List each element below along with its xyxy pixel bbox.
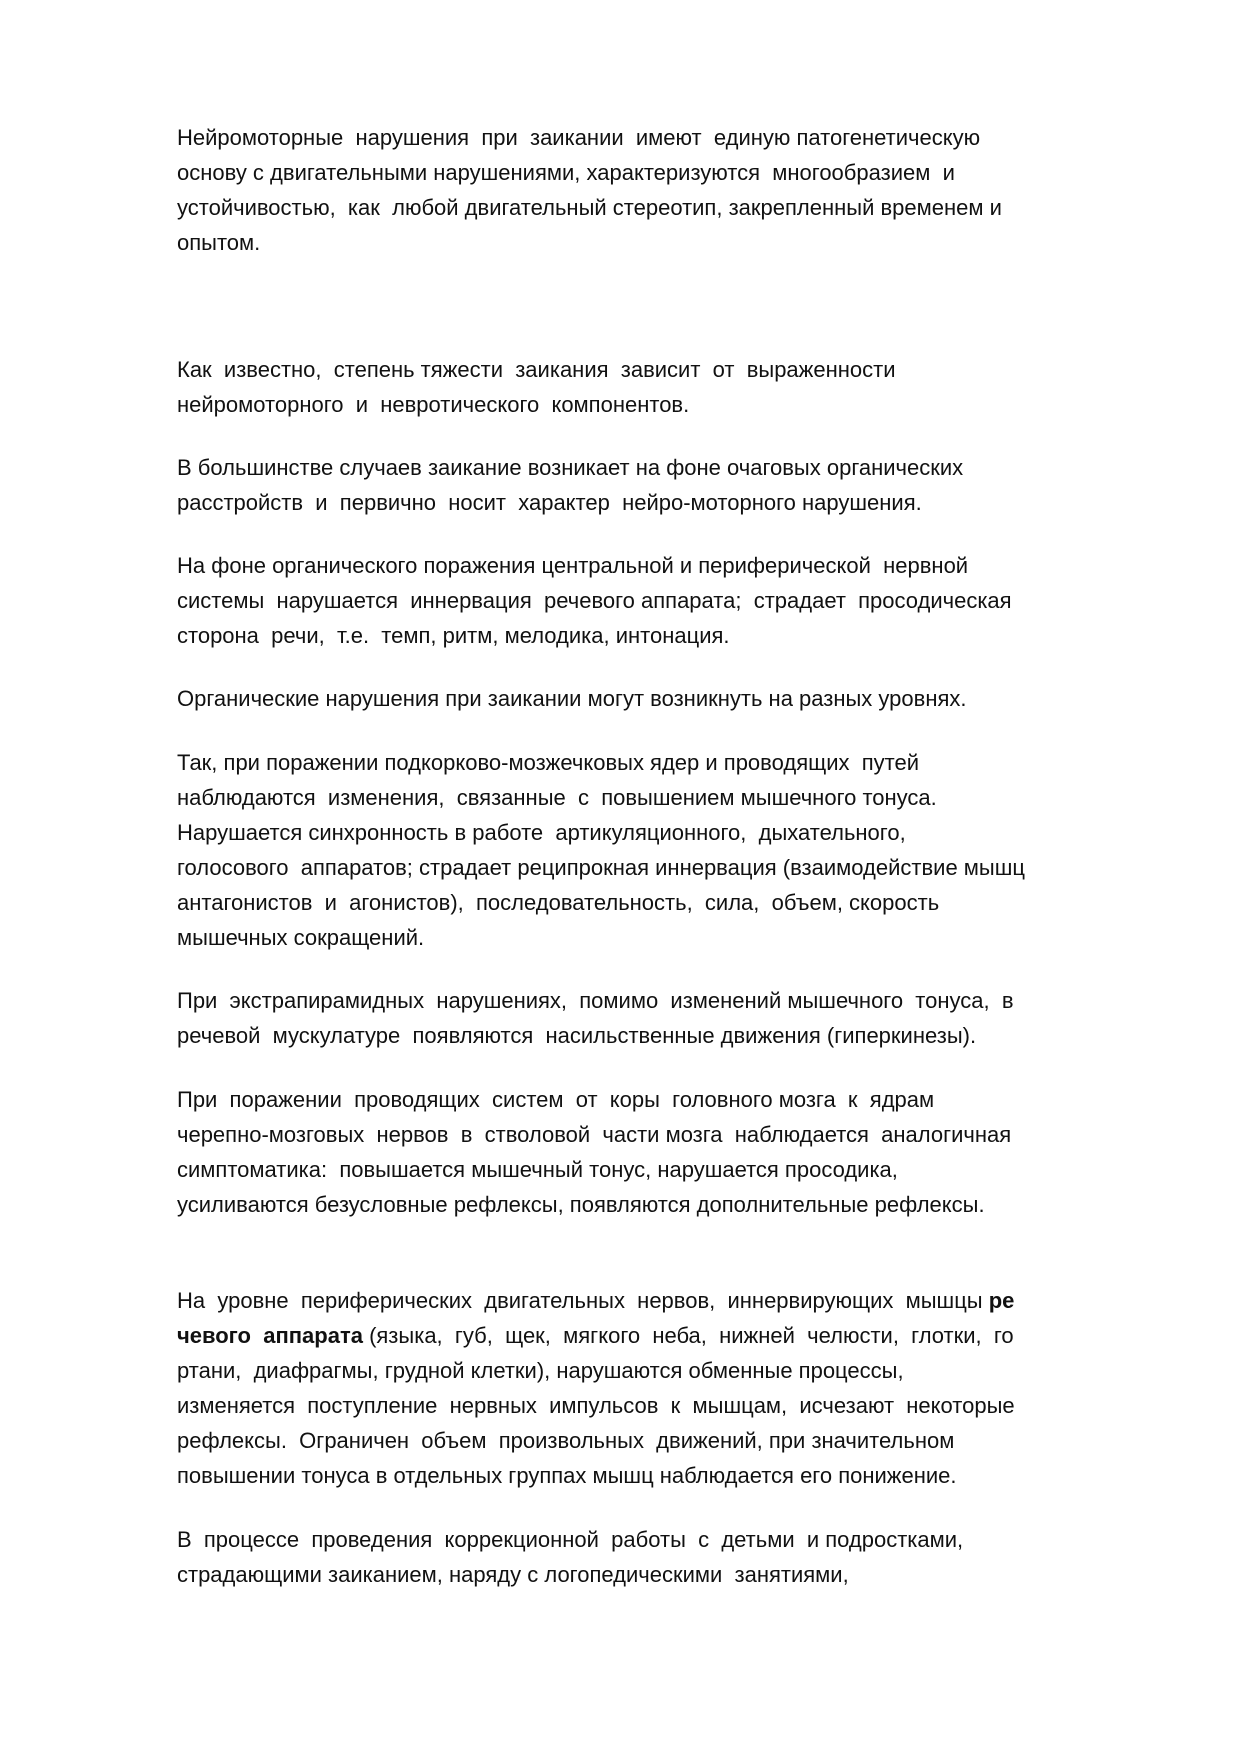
text-line xyxy=(177,1323,1014,1349)
text-line: сторона речи, т.е. темп, ритм, мелодика, интонация. xyxy=(177,623,730,648)
text-line: Так, при поражении подкорково-мозжечковых ядер и проводящих путей xyxy=(177,750,919,775)
text-line: Нейромоторные нарушения при заикании имеют единую патогенетическую xyxy=(177,125,981,150)
bold-fragment: ре xyxy=(988,1288,1015,1313)
text-line: системы нарушается иннервация речевого аппарата; страдает просодическая xyxy=(177,588,1012,613)
text-line: антагонистов и агонистов), последовательность, сила, объем, скорость xyxy=(177,890,940,915)
text-line: нейромоторного и невротического компонентов. xyxy=(177,392,690,417)
text-line: Как известно, степень тяжести заикания зависит от выраженности xyxy=(177,357,896,382)
text-line: мышечных сокращений. xyxy=(177,925,425,950)
text-line xyxy=(177,1288,1014,1314)
text-line: При экстрапирамидных нарушениях, помимо изменений мышечного тонуса, в xyxy=(177,988,1014,1013)
text-line: усиливаются безусловные рефлексы, появляются дополнительные рефлексы. xyxy=(177,1192,985,1217)
text-line: речевой мускулатуре появляются насильственные движения (гиперкинезы). xyxy=(177,1023,977,1048)
text-line: В процессе проведения коррекционной работы с детьми и подростками, xyxy=(177,1527,964,1552)
text-line: опытом. xyxy=(177,230,261,255)
text-line: изменяется поступление нервных импульсов к мышцам, исчезают некоторые xyxy=(177,1393,1015,1418)
text-fragment: На уровне периферических двигательных нервов, иннервирующих мышцы xyxy=(177,1288,989,1313)
text-line: черепно-мозговых нервов в стволовой части мозга наблюдается аналогичная xyxy=(177,1122,1012,1147)
text-line: основу с двигательными нарушениями, характеризуются многообразием и xyxy=(177,160,955,185)
text-line: страдающими заиканием, наряду с логопедическими занятиями, xyxy=(177,1562,849,1587)
text-line: В большинстве случаев заикание возникает на фоне очаговых органических xyxy=(177,455,964,480)
text-line: наблюдаются изменения, связанные с повышением мышечного тонуса. xyxy=(177,785,937,810)
text-fragment: (языка, губ, щек, мягкого неба, нижней челюсти, глотки, го xyxy=(362,1323,1014,1348)
text-line: Нарушается синхронность в работе артикуляционного, дыхательного, xyxy=(177,820,906,845)
text-line: ртани, диафрагмы, грудной клетки), нарушаются обменные процессы, xyxy=(177,1358,904,1383)
text-line: расстройств и первично носит характер нейро-моторного нарушения. xyxy=(177,490,922,515)
text-line: повышении тонуса в отдельных группах мышц наблюдается его понижение. xyxy=(177,1463,957,1488)
bold-fragment: чевого аппарата xyxy=(177,1323,363,1348)
text-line: При поражении проводящих систем от коры головного мозга к ядрам xyxy=(177,1087,935,1112)
text-line: голосового аппаратов; страдает реципрокная иннервация (взаимодействие мышц xyxy=(177,855,1025,880)
text-line: симптоматика: повышается мышечный тонус, нарушается просодика, xyxy=(177,1157,898,1182)
text-line: устойчивостью, как любой двигательный стереотип, закрепленный временем и xyxy=(177,195,1002,220)
text-line: Органические нарушения при заикании могут возникнуть на разных уровнях. xyxy=(177,686,967,711)
text-line: На фоне органического поражения центральной и периферической нервной xyxy=(177,553,969,578)
text-line: рефлексы. Ограничен объем произвольных движений, при значительном xyxy=(177,1428,955,1453)
